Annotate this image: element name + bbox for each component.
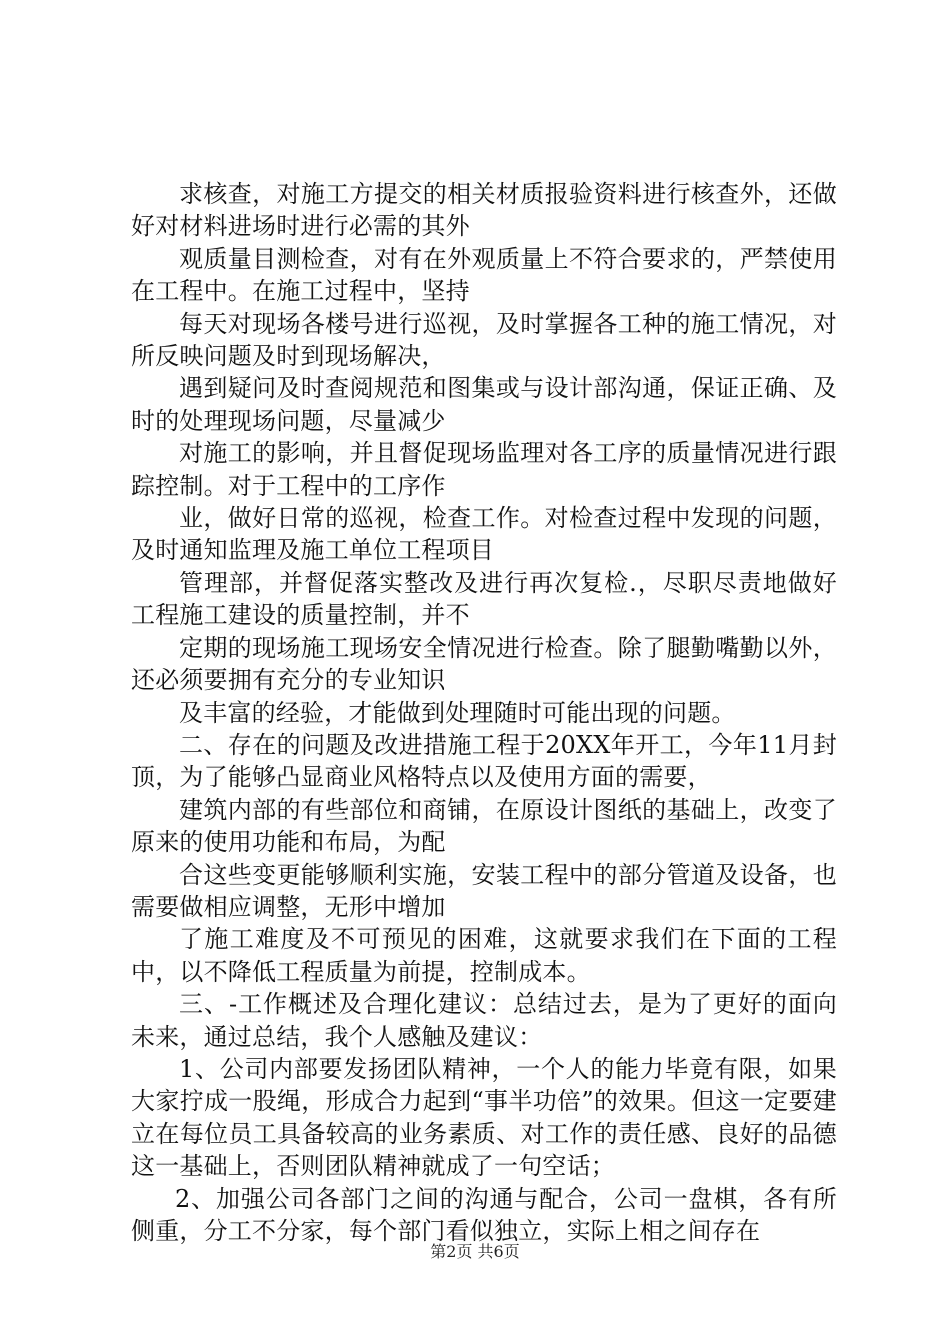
page-number-footer: 第2页 共6页 (430, 1242, 520, 1261)
paragraph: 合这些变更能够顺利实施，安装工程中的部分管道及设备，也需要做相应调整，无形中增加 (131, 860, 837, 921)
paragraph: 建筑内部的有些部位和商铺，在原设计图纸的基础上，改变了原来的使用功能和布局，为配 (131, 795, 837, 857)
paragraph: 每天对现场各楼号进行巡视，及时掌握各工种的施工情况，对所反映问题及时到现场解决， (131, 309, 837, 371)
paragraph: 观质量目测检查，对有在外观质量上不符合要求的，严禁使用在工程中。在施工过程中，坚持 (131, 244, 837, 306)
paragraph: 对施工的影响，并且督促现场监理对各工序的质量情况进行跟踪控制。对于工程中的工序作 (131, 439, 837, 500)
section-heading-paragraph: 二、存在的问题及改进措施工程于20XX年开工，今年11月封顶，为了能够凸显商业风格特点以及使用方面的需要， (131, 730, 837, 792)
section-heading-paragraph: 三、-工作概述及合理化建议：总结过去，是为了更好的面向未来，通过总结，我个人感触及建议： (131, 990, 837, 1051)
body-text (131, 178, 837, 1247)
paragraph: 及丰富的经验，才能做到处理随时可能出现的问题。 (179, 698, 736, 727)
paragraph: 管理部，并督促落实整改及进行再次复检.，尽职尽责地做好工程施工建设的质量控制，并不 (131, 568, 837, 630)
paragraph: 定期的现场施工现场安全情况进行检查。除了腿勤嘴勤以外，还必须要拥有充分的专业知识 (131, 633, 837, 695)
paragraph: 了施工难度及不可预见的困难，这就要求我们在下面的工程中，以不降低工程质量为前提，控制成本。 (131, 925, 837, 986)
list-item-paragraph: 2、加强公司各部门之间的沟通与配合，公司一盘棋，各有所侧重，分工不分家，每个部门看似独立，实际上相之间存在 (131, 1184, 837, 1245)
paragraph: 遇到疑问及时查阅规范和图集或与设计部沟通，保证正确、及时的处理现场问题，尽量减少 (131, 374, 837, 435)
list-item-paragraph: 1、公司内部要发扬团队精神，一个人的能力毕竟有限，如果大家拧成一股绳，形成合力起到“事半功倍”的效果。但这一定要建立在每位员工具备较高的业务素质、对工作的责任感、良好的品德这一基础上，否则团队精神就成了一句空话； (131, 1054, 837, 1181)
paragraph: 求核查，对施工方提交的相关材质报验资料进行核查外，还做好对材料进场时进行必需的其外 (131, 180, 837, 241)
paragraph: 业，做好日常的巡视，检查工作。对检查过程中发现的问题，及时通知监理及施工单位工程项目 (131, 504, 837, 565)
